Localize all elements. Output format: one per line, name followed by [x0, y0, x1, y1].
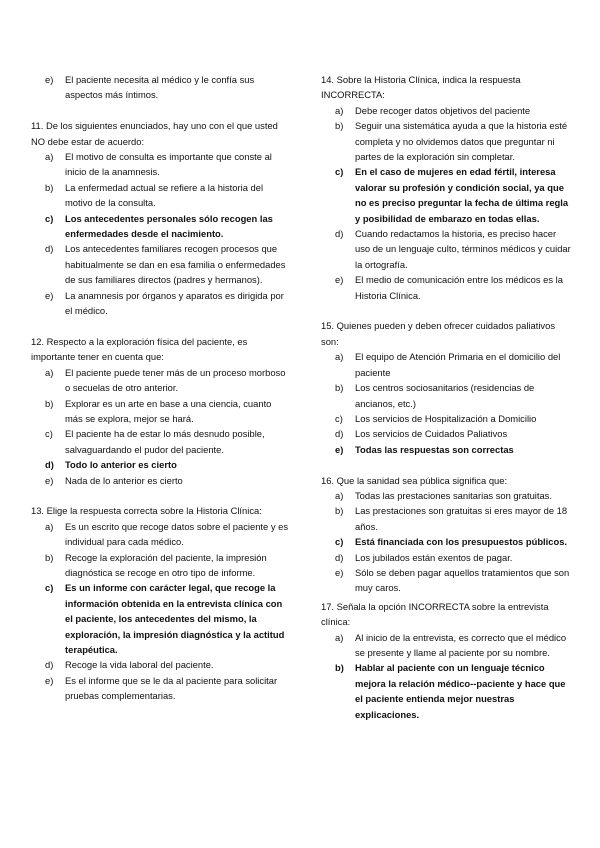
option-letter: c)	[45, 582, 54, 594]
option-letter: e)	[335, 274, 344, 286]
option-letter: c)	[335, 536, 344, 548]
question-block	[321, 599, 571, 722]
answer-option	[31, 426, 289, 457]
answer-option	[31, 673, 289, 704]
option-letter: b)	[45, 181, 54, 193]
question-block	[321, 72, 571, 303]
option-text: En el caso de mujeres en edad fértil, interesa valorar su profesión y condición social, ya que no es preciso preguntar la fecha de última regla y posibilidad de embarazo en todas ellas.	[355, 166, 569, 224]
option-text: Los antecedentes personales sólo recogen las enfermedades desde el nacimiento.	[65, 212, 273, 240]
answer-option	[321, 349, 571, 380]
option-text: El equipo de Atención Primaria en el domicilio del paciente	[355, 351, 561, 378]
option-text: Los servicios de Hospitalización a Domicilio	[355, 412, 537, 424]
option-text: Explorar es un arte en base a una ciencia, cuanto más se explora, mejor se hará.	[65, 397, 272, 424]
option-text: Todas las respuestas son correctas	[355, 443, 514, 455]
option-text: El motivo de consulta es importante que conste al inicio de la anamnesis.	[65, 151, 272, 178]
question-block	[31, 118, 289, 318]
answer-option	[321, 630, 571, 661]
option-text: Recoge la exploración del paciente, la impresión diagnóstica se recoge en otro tipo de informe.	[65, 551, 267, 578]
option-list	[31, 519, 289, 704]
question-block	[321, 473, 571, 596]
option-text: Está financiada con los presupuestos públicos.	[355, 536, 568, 548]
answer-option	[31, 180, 289, 211]
answer-option	[321, 164, 571, 226]
answer-option	[321, 534, 571, 549]
answer-option	[31, 365, 289, 396]
answer-option	[31, 473, 289, 488]
option-letter: b)	[335, 662, 344, 674]
answer-option	[31, 72, 289, 103]
question-spacer	[31, 103, 289, 118]
option-letter: b)	[45, 551, 54, 563]
answer-option	[321, 660, 571, 722]
option-letter: c)	[335, 412, 343, 424]
option-letter: e)	[45, 74, 54, 85]
answer-option	[321, 442, 571, 457]
answer-option	[321, 272, 571, 303]
question-text: 17. Señala la opción INCORRECTA sobre la entrevista clínica:	[321, 600, 549, 628]
option-text: El paciente puede tener más de un proceso morboso o secuelas de otro anterior.	[65, 366, 286, 394]
option-letter: e)	[335, 566, 344, 578]
question-text: 12. Respecto a la exploración física del paciente, es importante tener en cuenta que:	[31, 335, 248, 363]
option-text: Nada de lo anterior es cierto	[65, 474, 183, 486]
option-letter: e)	[335, 443, 344, 455]
option-text: Al inicio de la entrevista, es correcto que el médico se presente y llame al paciente por su nombre.	[355, 631, 567, 658]
question-spacer	[321, 303, 571, 318]
option-letter: d)	[335, 428, 344, 440]
question-block	[321, 318, 571, 457]
option-text: Es un informe con carácter legal, que recoge la información obtenida en la entrevista clínica con el paciente, los antecedentes del mismo, la exploración, la impresión diagnóstica y la actitud terapéutica.	[65, 582, 285, 655]
left-column	[31, 72, 289, 704]
question-spacer	[321, 457, 571, 472]
answer-option	[321, 226, 571, 272]
answer-option	[321, 103, 571, 118]
option-text: El paciente ha de estar lo más desnudo posible, salvaguardando el pudor del paciente.	[65, 428, 265, 455]
answer-option	[31, 288, 289, 319]
option-letter: e)	[45, 674, 54, 686]
option-letter: d)	[45, 243, 54, 255]
answer-option	[31, 149, 289, 180]
option-letter: a)	[335, 104, 344, 116]
option-letter: d)	[45, 459, 54, 471]
right-column	[321, 72, 571, 722]
option-list	[321, 630, 571, 722]
answer-option	[31, 657, 289, 672]
option-letter: b)	[335, 382, 344, 394]
option-text: Los centros sociosanitarios (residencias de ancianos, etc.)	[355, 382, 535, 409]
answer-option	[321, 550, 571, 565]
answer-option	[31, 241, 289, 287]
option-letter: b)	[335, 120, 344, 132]
option-text: Las prestaciones son gratuitas si eres mayor de 18 años.	[355, 505, 568, 532]
option-letter: e)	[45, 474, 54, 486]
option-text: Recoge la vida laboral del paciente.	[65, 659, 214, 671]
option-text: Seguir una sistemática ayuda a que la historia esté completa y no olvidemos datos que preguntar ni partes de la exploración sin completar.	[355, 120, 568, 163]
option-text: Es un escrito que recoge datos sobre el paciente y es individual para cada médico.	[65, 520, 289, 548]
question-text: 14. Sobre la Historia Clínica, indica la respuesta INCORRECTA:	[321, 74, 521, 101]
option-text: Debe recoger datos objetivos del paciente	[355, 104, 531, 116]
option-text: Todas las prestaciones sanitarias son gratuitas.	[355, 489, 552, 501]
option-list	[321, 349, 571, 457]
question-text: 11. De los siguientes enunciados, hay uno con el que usted NO debe estar de acuerdo:	[31, 120, 278, 147]
option-letter: d)	[335, 228, 344, 240]
option-list	[31, 72, 289, 103]
answer-option	[31, 580, 289, 657]
option-text: Los servicios de Cuidados Paliativos	[355, 428, 508, 440]
option-letter: a)	[335, 351, 344, 363]
answer-option	[321, 380, 571, 411]
question-block	[31, 72, 289, 103]
question-block	[31, 334, 289, 488]
option-letter: a)	[45, 151, 54, 163]
option-text: Hablar al paciente con un lenguaje técnico mejora la relación médico--paciente y hace que el paciente entienda mejor nuestras explicaciones.	[355, 662, 566, 720]
option-text: Los jubilados están exentos de pagar.	[355, 551, 513, 563]
answer-option	[31, 457, 289, 472]
answer-option	[321, 118, 571, 164]
answer-option	[31, 396, 289, 427]
answer-option	[31, 211, 289, 242]
option-list	[31, 365, 289, 488]
answer-option	[31, 550, 289, 581]
answer-option	[321, 488, 571, 503]
option-letter: c)	[335, 166, 344, 178]
question-spacer	[31, 318, 289, 333]
question-text: 16. Que la sanidad sea pública significa que:	[321, 474, 508, 486]
answer-option	[31, 519, 289, 550]
question-text: 13. Elige la respuesta correcta sobre la Historia Clínica:	[31, 505, 262, 517]
option-text: Es el informe que se le da al paciente para solicitar pruebas complementarias.	[65, 674, 278, 702]
option-letter: a)	[335, 489, 344, 501]
question-block	[31, 503, 289, 703]
question-spacer	[31, 488, 289, 503]
option-letter: a)	[335, 631, 344, 643]
option-list	[31, 149, 289, 318]
answer-option	[321, 411, 571, 426]
option-text: Todo lo anterior es cierto	[65, 459, 177, 471]
answer-option	[321, 565, 571, 596]
option-letter: d)	[335, 551, 344, 563]
option-letter: b)	[335, 505, 344, 517]
question-text: 15. Quienes pueden y deben ofrecer cuidados paliativos son:	[321, 320, 556, 347]
option-text: La enfermedad actual se refiere a la historia del motivo de la consulta.	[65, 181, 264, 209]
option-letter: a)	[45, 366, 54, 378]
option-letter: c)	[45, 212, 54, 224]
option-text: Los antecedentes familiares recogen procesos que habitualmente se dan en esa familia o enfermedades de sus familiares directos (padres y hermanos).	[65, 243, 286, 286]
answer-option	[321, 426, 571, 441]
option-letter: b)	[45, 397, 54, 409]
option-list	[321, 488, 571, 596]
option-text: Sólo se deben pagar aquellos tratamientos que son muy caros.	[355, 566, 570, 594]
option-text: La anamnesis por órganos y aparatos es dirigida por el médico.	[65, 289, 284, 317]
option-letter: d)	[45, 659, 54, 671]
option-text: Cuando redactamos la historia, es preciso hacer uso de un lenguaje culto, términos médicos y cuidar la ortografía.	[355, 228, 571, 270]
option-list	[321, 103, 571, 303]
option-letter: e)	[45, 289, 54, 301]
option-letter: c)	[45, 428, 53, 440]
option-letter: a)	[45, 520, 54, 532]
option-text: El paciente necesita al médico y le confía sus aspectos más íntimos.	[65, 74, 255, 101]
answer-option	[321, 503, 571, 534]
option-text: El medio de comunicación entre los médicos es la Historia Clínica.	[355, 274, 563, 301]
